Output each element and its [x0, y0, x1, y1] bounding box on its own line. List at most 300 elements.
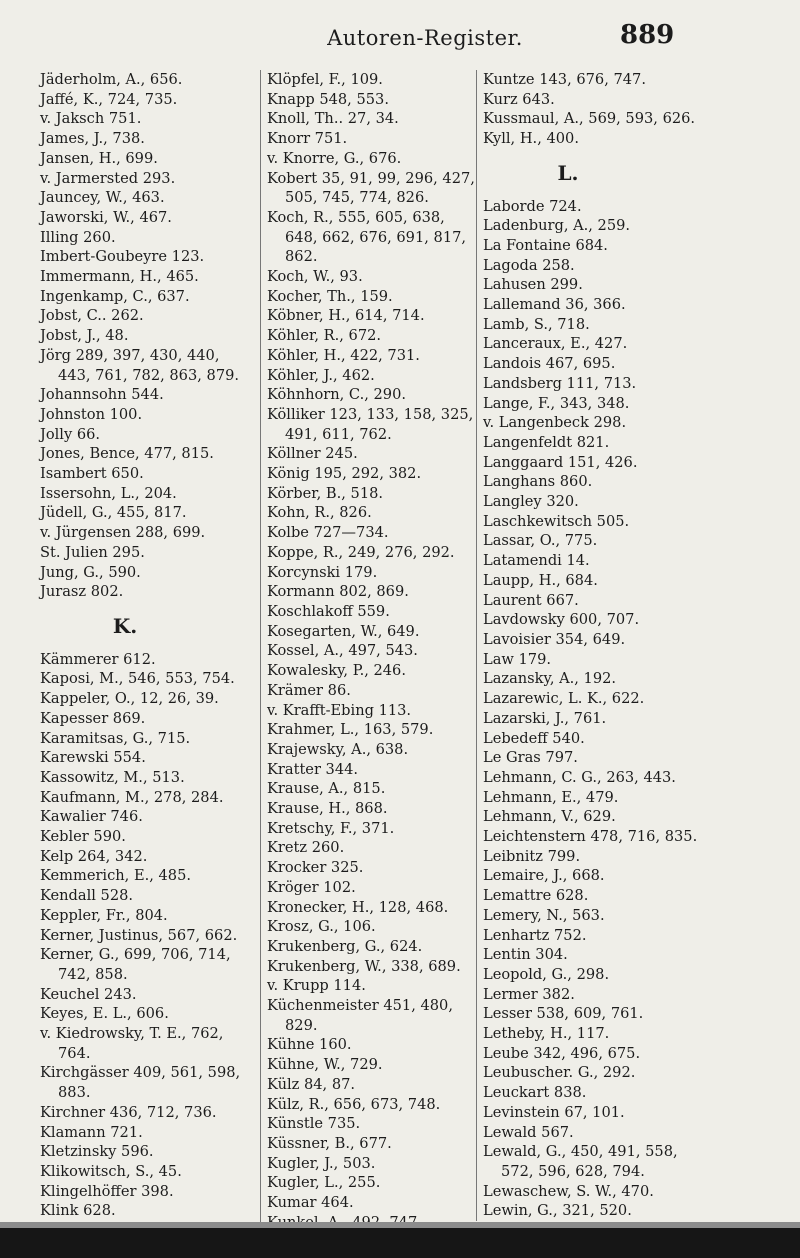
index-entry-line: Johnston 100.: [40, 405, 143, 423]
index-entry-line: Korcynski 179.: [267, 563, 378, 581]
index-entry: [40, 405, 262, 425]
index-entry: [40, 247, 262, 267]
index-entry: [267, 720, 475, 740]
index-entry-line: Leibnitz 799.: [483, 847, 581, 865]
index-entry: [40, 70, 262, 90]
index-entry-line: Klöpfel, F., 109.: [267, 71, 383, 88]
index-entry-line: Kebler 590.: [40, 828, 126, 846]
index-entry: [483, 571, 783, 591]
index-entry-continuation: 648, 662, 676, 691, 817,: [285, 228, 467, 246]
index-entry-line: Lebedeff 540.: [483, 729, 585, 747]
index-entry-line: Lewaschew, S. W., 470.: [483, 1182, 654, 1200]
index-entry: [40, 523, 262, 543]
index-entry: [267, 346, 475, 366]
index-entry: [40, 208, 262, 228]
index-entry: [483, 1024, 783, 1044]
index-entry: [483, 1063, 783, 1083]
index-entry-continuation: 764.: [58, 1044, 91, 1062]
index-entry: [483, 709, 783, 729]
index-entry-line: Koch, R., 555, 605, 638,: [267, 208, 445, 226]
index-entry-line: v. Jarmersted 293.: [40, 169, 176, 187]
index-entry: [483, 433, 783, 453]
index-entry-line: Kirchner 436, 712, 736.: [40, 1103, 217, 1121]
index-entry-line: Köhler, R., 672.: [267, 327, 382, 345]
index-entry-line: Jobst, C.. 262.: [40, 307, 144, 325]
index-entry: [40, 563, 262, 583]
index-entry-line: Köhler, J., 462.: [267, 366, 375, 384]
index-entry-line: Kaposi, M., 546, 553, 754.: [40, 670, 235, 688]
index-entry-line: Lavdowsky 600, 707.: [483, 611, 640, 629]
index-entry-line: Kormann 802, 869.: [267, 583, 409, 601]
index-entry: [267, 267, 475, 287]
index-entry-line: Lanceraux, E., 427.: [483, 335, 628, 353]
index-entry: [483, 788, 783, 808]
page-header: [0, 18, 800, 58]
index-entry: [267, 701, 475, 721]
index-entry: [40, 385, 262, 405]
index-entry: [40, 886, 262, 906]
index-entry: [267, 287, 475, 307]
index-entry: [40, 90, 262, 110]
index-entry: [40, 1123, 262, 1143]
index-entry-line: Lavoisier 354, 649.: [483, 630, 626, 648]
index-entry-line: Immermann, H., 465.: [40, 268, 199, 286]
index-entry: [267, 641, 475, 661]
index-entry: [40, 669, 262, 689]
index-entry: [40, 129, 262, 149]
index-entry: [483, 807, 783, 827]
index-entry: [267, 858, 475, 878]
index-entry-line: Kletzinsky 596.: [40, 1143, 154, 1161]
index-entry-line: Jörg 289, 397, 430, 440,: [40, 346, 220, 364]
index-entry-line: Krosz, G., 106.: [267, 918, 376, 936]
index-entry: [267, 779, 475, 799]
index-entry: [40, 689, 262, 709]
index-entry-line: Leuckart 838.: [483, 1084, 587, 1102]
index-entry-line: Lazansky, A., 192.: [483, 670, 617, 688]
index-entry: [40, 709, 262, 729]
index-entry: [40, 1142, 262, 1162]
index-entry-line: Kappeler, O., 12, 26, 39.: [40, 690, 219, 708]
index-entry-line: Kröger 102.: [267, 878, 356, 896]
index-entry-line: Kemmerich, E., 485.: [40, 867, 192, 885]
index-entry: [40, 109, 262, 129]
index-entry: [483, 945, 783, 965]
index-entry: [40, 425, 262, 445]
index-entry-line: Lamb, S., 718.: [483, 315, 590, 333]
index-entry-line: Kobert 35, 91, 99, 296, 427,: [267, 169, 475, 187]
index-entry-line: Keppler, Fr., 804.: [40, 906, 168, 924]
index-entry: [483, 295, 783, 315]
index-entry-line: Lesser 538, 609, 761.: [483, 1005, 644, 1023]
index-entry-line: Kronecker, H., 128, 468.: [267, 898, 449, 916]
index-entry-line: Kassowitz, M., 513.: [40, 768, 185, 786]
index-entry-line: Klingelhöffer 398.: [40, 1182, 174, 1200]
index-entry-line: Jung, G., 590.: [40, 563, 141, 581]
index-entry-line: Lehmann, E., 479.: [483, 788, 619, 806]
index-entry: [483, 669, 783, 689]
index-entry-line: Krahmer, L., 163, 579.: [267, 721, 434, 739]
page-bottom-border: [0, 1228, 800, 1258]
index-entry: [267, 602, 475, 622]
index-entry: [40, 926, 262, 946]
index-entry-line: Kratter 344.: [267, 760, 359, 778]
index-entry-line: Kretz 260.: [267, 839, 345, 857]
index-entry: [483, 256, 783, 276]
page-number: 889: [620, 20, 675, 50]
index-entry: [267, 681, 475, 701]
index-entry-line: Lemaire, J., 668.: [483, 867, 605, 885]
running-title: Autoren-Register.: [327, 26, 523, 50]
index-entry: [267, 740, 475, 760]
index-entry-line: Künstle 735.: [267, 1115, 361, 1133]
index-entry-line: Külz, R., 656, 673, 748.: [267, 1095, 441, 1113]
index-entry-line: Lahusen 299.: [483, 276, 583, 294]
index-entry: [483, 472, 783, 492]
index-entry-line: Lemery, N., 563.: [483, 906, 605, 924]
index-entry: [483, 315, 783, 335]
index-entry: [40, 484, 262, 504]
index-entry: [40, 945, 262, 984]
index-entry: [40, 1063, 262, 1102]
index-entry-line: Lewald 567.: [483, 1123, 574, 1141]
index-entry-line: Kussmaul, A., 569, 593, 626.: [483, 110, 696, 128]
index-entry-continuation: 505, 745, 774, 826.: [285, 189, 429, 207]
index-entry-line: Lehmann, C. G., 263, 443.: [483, 768, 676, 786]
index-entry-continuation: 742, 858.: [58, 965, 128, 983]
index-entry-line: Latamendi 14.: [483, 552, 590, 570]
index-entry-line: Klink 628.: [40, 1202, 116, 1220]
index-entry: [267, 405, 475, 444]
index-entry-line: Krause, A., 815.: [267, 780, 386, 798]
index-entry-line: Leichtenstern 478, 716, 835.: [483, 828, 698, 846]
index-entry: [40, 287, 262, 307]
index-entry: [483, 1201, 783, 1221]
index-entry: [267, 760, 475, 780]
index-entry-line: v. Kiedrowsky, T. E., 762,: [40, 1025, 224, 1043]
index-entry: [40, 788, 262, 808]
index-entry-line: Johannsohn 544.: [40, 386, 164, 404]
index-entry: [483, 70, 783, 90]
index-entry-line: Kelp 264, 342.: [40, 847, 148, 865]
index-entry: [40, 582, 262, 602]
index-entry-line: Lange, F., 343, 348.: [483, 394, 630, 412]
index-entry: [483, 394, 783, 414]
index-entry-line: Lazarski, J., 761.: [483, 709, 607, 727]
index-entry: [40, 169, 262, 189]
index-entry-line: Krocker 325.: [267, 859, 364, 877]
index-entry-line: Kuntze 143, 676, 747.: [483, 71, 646, 88]
index-entry: [40, 1162, 262, 1182]
index-entry: [267, 819, 475, 839]
index-entry: [267, 326, 475, 346]
index-entry: [40, 444, 262, 464]
index-entry-line: Koch, W., 93.: [267, 268, 363, 286]
index-entry: [267, 70, 475, 90]
entry-group-after-k: [40, 650, 262, 1221]
index-entry-line: St. Julien 295.: [40, 543, 145, 561]
section-letter-k: K.: [112, 613, 138, 638]
index-entry: [40, 1201, 262, 1221]
index-entry: [483, 551, 783, 571]
index-entry-line: Koppe, R., 249, 276, 292.: [267, 543, 455, 561]
index-entry-line: Kapesser 869.: [40, 709, 146, 727]
index-entry-line: Kerner, Justinus, 567, 662.: [40, 926, 238, 944]
index-entry: [267, 838, 475, 858]
index-entry: [267, 957, 475, 977]
index-entry: [267, 129, 475, 149]
index-entry-line: Keuchel 243.: [40, 985, 137, 1003]
index-entry-line: Knorr 751.: [267, 130, 348, 148]
index-entry-line: Koschlakoff 559.: [267, 602, 390, 620]
index-entry-line: v. Knorre, G., 676.: [267, 149, 402, 167]
index-entry: [267, 1134, 475, 1154]
index-column-1: [40, 70, 262, 1221]
index-entry-line: Kühne 160.: [267, 1036, 352, 1054]
index-entry-line: Laborde 724.: [483, 197, 582, 215]
index-entry: [483, 926, 783, 946]
index-entry: [267, 484, 475, 504]
index-entry-line: Laurent 667.: [483, 591, 579, 609]
index-entry: [267, 503, 475, 523]
index-entry: [40, 650, 262, 670]
index-entry: [40, 729, 262, 749]
index-entry-line: Kawalier 746.: [40, 808, 143, 826]
index-entry: [483, 610, 783, 630]
index-entry: [267, 149, 475, 169]
index-entry: [483, 90, 783, 110]
index-entry-line: Illing 260.: [40, 228, 116, 246]
index-entry: [267, 1075, 475, 1095]
index-entry-line: Krämer 86.: [267, 681, 351, 699]
index-entry-line: Kirchgässer 409, 561, 598,: [40, 1064, 241, 1082]
index-entry-line: Lehmann, V., 629.: [483, 808, 616, 826]
index-entry: [267, 385, 475, 405]
index-entry-line: Lenhartz 752.: [483, 926, 587, 944]
index-entry: [40, 866, 262, 886]
section-letter-l: L.: [557, 160, 579, 185]
index-entry-line: Küchenmeister 451, 480,: [267, 997, 453, 1015]
index-entry-line: Keyes, E. L., 606.: [40, 1005, 169, 1023]
index-entry-line: La Fontaine 684.: [483, 236, 608, 254]
index-entry: [483, 1142, 783, 1181]
index-entry-line: Knapp 548, 553.: [267, 90, 389, 108]
index-entry-line: Langhans 860.: [483, 473, 593, 491]
index-entry: [267, 563, 475, 583]
index-entry: [267, 1095, 475, 1115]
index-entry-line: Leopold, G., 298.: [483, 965, 610, 983]
index-entry-line: Jauncey, W., 463.: [40, 189, 165, 207]
index-entry: [40, 464, 262, 484]
index-entry: [267, 1154, 475, 1174]
index-entry-line: Kaufmann, M., 278, 284.: [40, 788, 224, 806]
index-entry: [267, 90, 475, 110]
index-entry: [483, 906, 783, 926]
index-entry: [267, 661, 475, 681]
index-entry-line: Lewin, G., 321, 520.: [483, 1202, 632, 1220]
index-entry-line: Kolbe 727—734.: [267, 524, 389, 542]
index-entry-line: Karamitsas, G., 715.: [40, 729, 191, 747]
index-entry: [483, 1182, 783, 1202]
index-entry: [483, 729, 783, 749]
index-entry-line: Jobst, J., 48.: [40, 327, 129, 345]
index-entry: [267, 306, 475, 326]
index-entry: [483, 129, 783, 149]
index-entry: [483, 1083, 783, 1103]
index-entry: [40, 306, 262, 326]
index-entry-line: König 195, 292, 382.: [267, 465, 422, 483]
index-entry: [483, 827, 783, 847]
index-entry-line: Klamann 721.: [40, 1123, 143, 1141]
index-entry-line: Kumar 464.: [267, 1194, 354, 1212]
index-entry: [483, 768, 783, 788]
index-entry-line: Küssner, B., 677.: [267, 1134, 392, 1152]
index-entry: [483, 591, 783, 611]
index-entry: [40, 1004, 262, 1024]
index-entry: [40, 1024, 262, 1063]
index-entry-line: Kossel, A., 497, 543.: [267, 642, 418, 660]
index-entry: [267, 169, 475, 208]
index-entry: [267, 917, 475, 937]
index-entry: [40, 768, 262, 788]
index-entry: [40, 807, 262, 827]
index-entry: [267, 1114, 475, 1134]
index-entry-line: Lazarewic, L. K., 622.: [483, 690, 645, 708]
index-entry: [267, 1173, 475, 1193]
index-entry: [267, 444, 475, 464]
index-entry-line: v. Krupp 114.: [267, 977, 366, 995]
index-entry: [483, 1004, 783, 1024]
index-entry-line: v. Jaksch 751.: [40, 110, 142, 128]
index-entry-line: Kowalesky, P., 246.: [267, 662, 406, 680]
index-entry-line: Imbert-Goubeyre 123.: [40, 248, 205, 266]
index-entry-line: Kerner, G., 699, 706, 714,: [40, 946, 231, 964]
index-entry-line: Krukenberg, W., 338, 689.: [267, 957, 461, 975]
index-entry-line: Langley 320.: [483, 493, 579, 511]
index-entry: [483, 531, 783, 551]
index-entry-line: Landois 467, 695.: [483, 355, 616, 373]
entry-group-after-l: [483, 197, 783, 1222]
index-entry-line: Laschkewitsch 505.: [483, 512, 630, 530]
index-entry: [483, 748, 783, 768]
index-entry: [267, 109, 475, 129]
index-entry-continuation: 829.: [285, 1016, 318, 1034]
index-entry-line: Issersohn, L., 204.: [40, 484, 177, 502]
index-entry-line: Kühne, W., 729.: [267, 1056, 383, 1074]
index-entry-line: Law 179.: [483, 650, 552, 668]
index-entry: [267, 582, 475, 602]
index-entry-line: Lassar, O., 775.: [483, 532, 598, 550]
index-entry-line: Kurz 643.: [483, 90, 555, 108]
index-entry-line: Köhler, H., 422, 731.: [267, 346, 420, 364]
index-entry-continuation: 491, 611, 762.: [285, 425, 392, 443]
index-entry-line: Jurasz 802.: [40, 583, 124, 601]
index-entry-line: Knoll, Th.. 27, 34.: [267, 110, 399, 128]
index-entry-line: Kugler, L., 255.: [267, 1174, 381, 1192]
index-entry-line: James, J., 738.: [40, 130, 145, 148]
index-entry-line: Kölliker 123, 133, 158, 325,: [267, 405, 474, 423]
index-entry: [267, 1055, 475, 1075]
index-entry: [483, 866, 783, 886]
index-entry: [267, 208, 475, 267]
index-entry-line: Jüdell, G., 455, 817.: [40, 504, 187, 522]
index-entry-continuation: 443, 761, 782, 863, 879.: [58, 366, 240, 384]
index-entry-line: Köhnhorn, C., 290.: [267, 386, 406, 404]
index-entry: [483, 1103, 783, 1123]
index-entry: [483, 413, 783, 433]
index-entry: [267, 543, 475, 563]
index-entry-line: Lemattre 628.: [483, 887, 589, 905]
index-entry-line: Krause, H., 868.: [267, 800, 388, 818]
index-entry-line: Laupp, H., 684.: [483, 571, 598, 589]
index-entry-line: Jones, Bence, 477, 815.: [40, 445, 214, 463]
index-entry: [267, 799, 475, 819]
index-entry-line: Levinstein 67, 101.: [483, 1103, 625, 1121]
index-entry-line: Landsberg 111, 713.: [483, 374, 637, 392]
index-entry: [483, 453, 783, 473]
index-entry: [483, 630, 783, 650]
index-entry: [40, 503, 262, 523]
index-entry-line: Krajewsky, A., 638.: [267, 740, 409, 758]
index-entry: [483, 197, 783, 217]
index-entry: [40, 827, 262, 847]
index-entry: [483, 109, 783, 129]
index-column-2: [260, 70, 475, 1232]
index-entry-line: Kocher, Th., 159.: [267, 287, 393, 305]
index-entry-line: v. Krafft-Ebing 113.: [267, 701, 412, 719]
index-entry: [267, 622, 475, 642]
index-entry: [267, 366, 475, 386]
index-entry: [483, 492, 783, 512]
index-entry: [267, 1193, 475, 1213]
index-entry-line: Köbner, H., 614, 714.: [267, 307, 425, 325]
index-entry: [40, 267, 262, 287]
index-entry: [483, 650, 783, 670]
entry-group-before-l: [483, 70, 783, 149]
entry-group-before-k: [40, 70, 262, 602]
index-entry-line: Letheby, H., 117.: [483, 1025, 610, 1043]
index-entry: [267, 898, 475, 918]
index-entry: [267, 976, 475, 996]
index-entry-line: Lagoda 258.: [483, 256, 575, 274]
index-entry-line: Krukenberg, G., 624.: [267, 937, 423, 955]
index-entry: [483, 275, 783, 295]
index-entry-line: Külz 84, 87.: [267, 1075, 356, 1093]
index-entry: [40, 228, 262, 248]
index-entry: [483, 689, 783, 709]
index-entry-line: Jäderholm, A., 656.: [40, 71, 183, 88]
index-entry-line: Le Gras 797.: [483, 749, 578, 767]
index-entry-line: Körber, B., 518.: [267, 484, 384, 502]
index-entry-line: Kohn, R., 826.: [267, 504, 372, 522]
index-entry-line: Lermer 382.: [483, 985, 575, 1003]
index-entry-line: Jaworski, W., 467.: [40, 208, 172, 226]
index-entry-line: Kämmerer 612.: [40, 650, 156, 668]
index-entry: [483, 512, 783, 532]
index-entry-line: Jansen, H., 699.: [40, 149, 158, 167]
index-entry-line: Kosegarten, W., 649.: [267, 622, 420, 640]
index-entry-line: Leubuscher. G., 292.: [483, 1064, 636, 1082]
index-entry: [483, 886, 783, 906]
index-entry-line: v. Langenbeck 298.: [483, 414, 627, 432]
index-entry-line: Lewald, G., 450, 491, 558,: [483, 1143, 678, 1161]
index-entry-line: Klikowitsch, S., 45.: [40, 1162, 182, 1180]
index-entry: [40, 1182, 262, 1202]
index-entry: [483, 847, 783, 867]
index-entry-continuation: 883.: [58, 1084, 91, 1102]
index-entry-line: Lallemand 36, 366.: [483, 296, 626, 314]
index-entry-line: Kendall 528.: [40, 887, 134, 905]
